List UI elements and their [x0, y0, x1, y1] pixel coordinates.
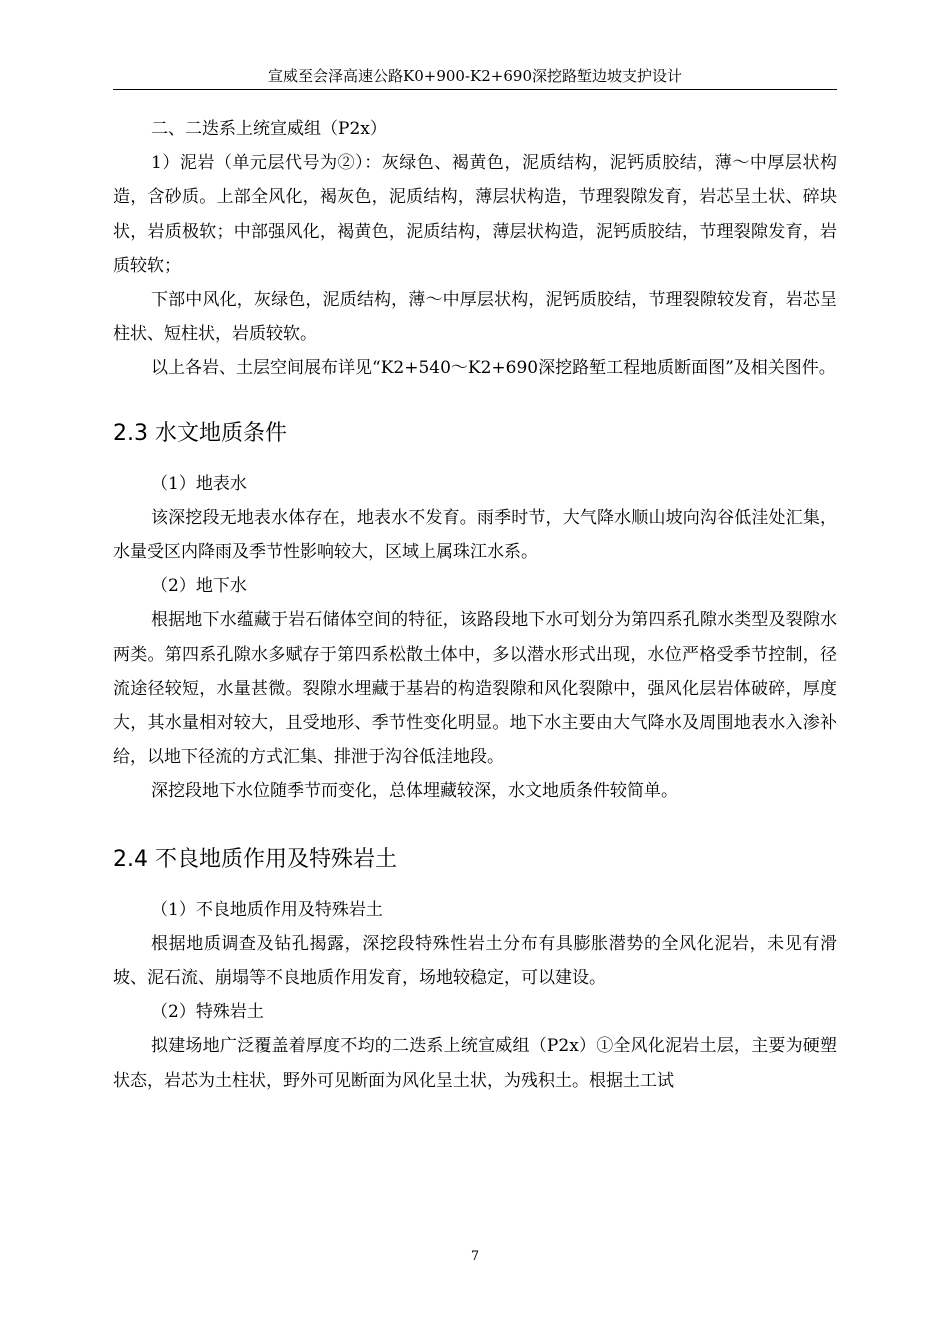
- subheading: （2）地下水: [151, 576, 247, 597]
- page-number: 7: [470, 1249, 480, 1264]
- page-header: 宣威至会泽高速公路K0+900-K2+690深挖路堑边坡支护设计: [113, 66, 837, 90]
- paragraph: 深挖段地下水位随季节而变化，总体埋藏较深，水文地质条件较简单。: [151, 781, 678, 802]
- subheading: （1）地表水: [151, 473, 247, 494]
- paragraph: 该深挖段无地表水体存在，地表水不发育。雨季时节，大气降水顺山坡向沟谷低洼处汇集，水量受区内降雨及季节性影响较大，区域上属珠江水系。: [113, 507, 837, 563]
- section-heading-2-4: 2.4 不良地质作用及特殊岩土: [113, 846, 397, 872]
- section-heading-2-3: 2.3 水文地质条件: [113, 420, 287, 446]
- paragraph: 拟建场地广泛覆盖着厚度不均的二迭系上统宣威组（P2x）①全风化泥岩土层，主要为硬塑状态，岩芯为土柱状，野外可见断面为风化呈土状，为残积土。根据土工试: [113, 1036, 837, 1091]
- page-content: [113, 112, 837, 1098]
- paragraph: 根据地质调查及钻孔揭露，深挖段特殊性岩土分布有具膨胀潜势的全风化泥岩，未见有滑坡、泥石流、崩塌等不良地质作用发育，场地较稳定，可以建设。: [113, 933, 837, 989]
- paragraph: 下部中风化，灰绿色，泥质结构，薄～中厚层状构，泥钙质胶结，节理裂隙较发育，岩芯呈柱状、短柱状，岩质较软。: [113, 290, 837, 345]
- paragraph: 根据地下水蕴藏于岩石储体空间的特征，该路段地下水可划分为第四系孔隙水类型及裂隙水两类。第四系孔隙水多赋存于第四系松散土体中，多以潜水形式出现，水位严格受季节控制，径流途径较短，水量甚微。裂隙水埋藏于基岩的构造裂隙和风化裂隙中，强风化层岩体破碎，厚度大，其水量相对较大，且受地形、季节性变化明显。地下水主要由大气降水及周围地表水入渗补给，以地下径流的方式汇集、排泄于沟谷低洼地段。: [113, 610, 837, 768]
- subheading: （1）不良地质作用及特殊岩土: [151, 899, 383, 920]
- paragraph: 以上各岩、土层空间展布详见“K2+540～K2+690深挖路堑工程地质断面图”及相关图件。: [151, 358, 836, 379]
- paragraph: 1）泥岩（单元层代号为②）：灰绿色、褐黄色，泥质结构，泥钙质胶结，薄～中厚层状构造，含砂质。上部全风化，褐灰色，泥质结构，薄层状构造，节理裂隙发育，岩芯呈土状、碎块状，岩质极软；中部强风化，褐黄色，泥质结构，薄层状构造，泥钙质胶结，节理裂隙发育，岩质较软；: [113, 153, 837, 276]
- subheading: （2）特殊岩土: [151, 1002, 264, 1023]
- paragraph: 二、二迭系上统宣威组（P2x）: [151, 119, 387, 139]
